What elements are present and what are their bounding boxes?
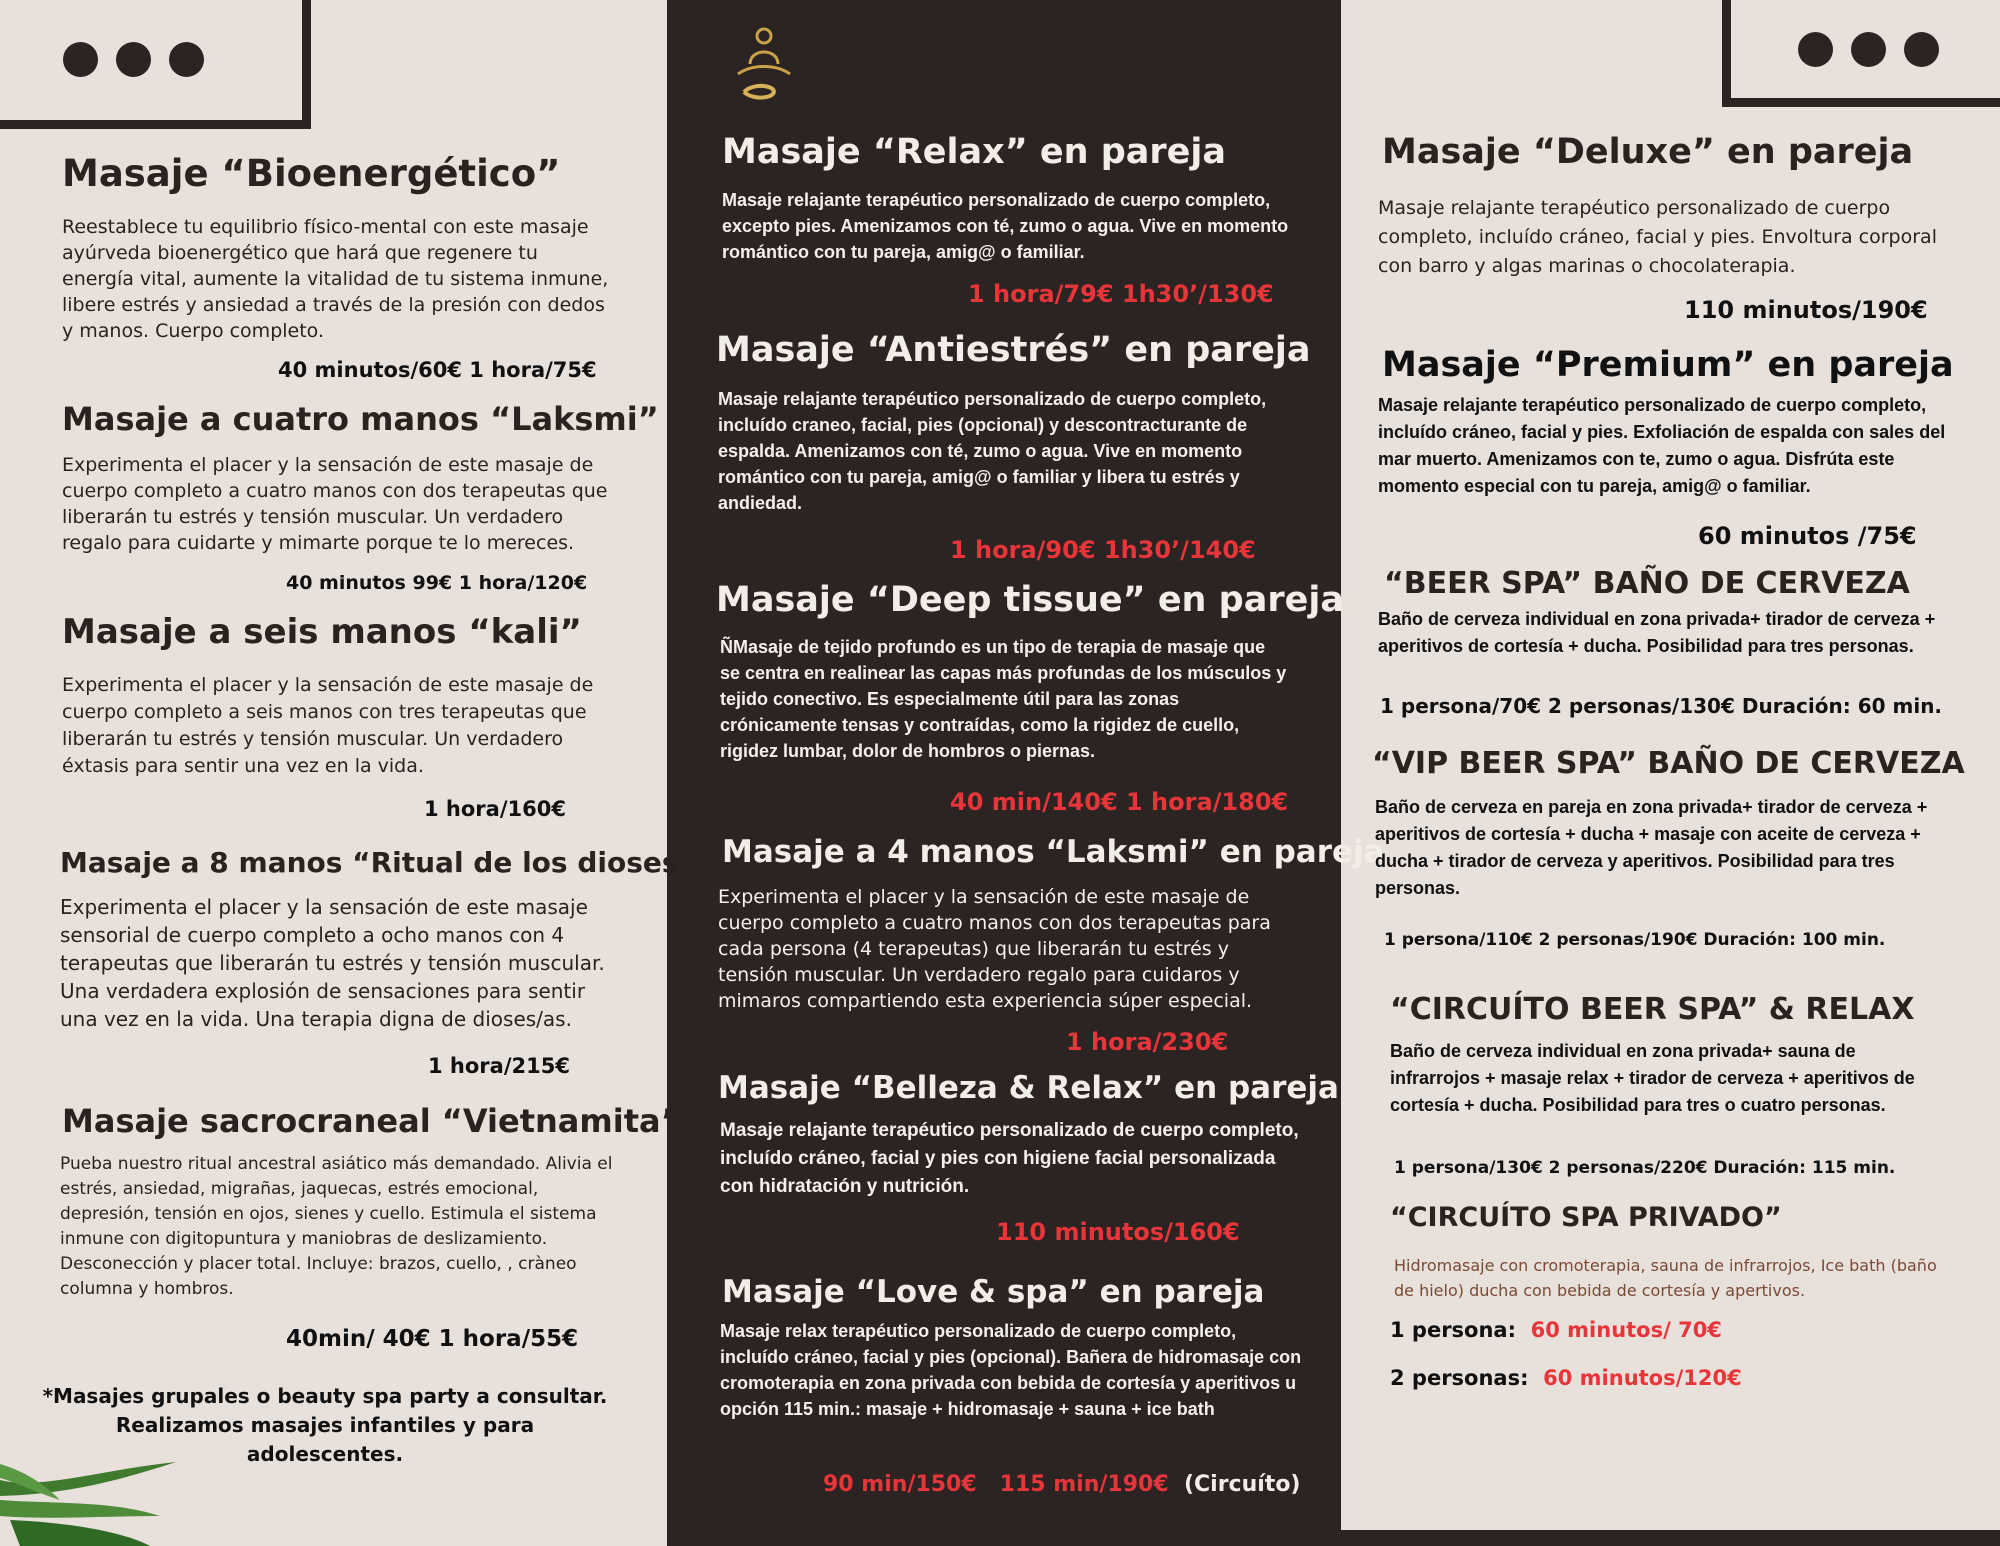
- price-row: [1390, 1318, 1722, 1342]
- dots-decoration-left: [63, 42, 204, 77]
- price-label: 1 persona:: [1390, 1318, 1516, 1342]
- item-price: 1 persona/70€ 2 personas/130€ Duración: 60 min.: [1380, 694, 1943, 718]
- item-title: “BEER SPA” BAÑO DE CERVEZA: [1384, 566, 1910, 601]
- dot-icon: [169, 42, 204, 77]
- price-label: 2 personas:: [1390, 1366, 1529, 1390]
- item-title: “CIRCUÍTO BEER SPA” & RELAX: [1390, 992, 1915, 1027]
- item-title: Masaje “Deluxe” en pareja: [1382, 132, 1914, 172]
- price-value: 60 minutos/ 70€: [1530, 1318, 1722, 1342]
- dot-icon: [1904, 32, 1939, 67]
- item-description: Masaje relajante terapéutico personalizado de cuerpo completo, incluído craneo, facial, pies (opcional) y descontracturante de espalda. Amenizamos con té, zumo o agua. Vive en momento romántico con tu pareja, amig@ o familiar y libera tu estrés y andiedad.: [718, 389, 1267, 513]
- footer-note: [40, 1382, 610, 1469]
- item-description: Masaje relax terapéutico personalizado de cuerpo completo, incluído cráneo, facial y pies (opcional). Bañera de hidromasaje con cromoterapia en zona privada con bebida de cortesía y aperitivos u opción 115 min.: masaje + hidromasaje + sauna + ice bath: [720, 1321, 1302, 1419]
- item-price: 1 hora/79€ 1h30’/130€: [968, 280, 1274, 308]
- price-row: [1390, 1366, 1742, 1390]
- item-price: [823, 1472, 1301, 1497]
- item-description: Baño de cerveza individual en zona privada+ sauna de infrarrojos + masaje relax + tirador de cerveza + aperitivos de cortesía + ducha. Posibilidad para tres o cuatro personas.: [1390, 1041, 1915, 1115]
- item-price: 110 minutos/160€: [996, 1218, 1240, 1246]
- item-description: Experimenta el placer y la sensación de este masaje de cuerpo completo a seis manos con tres terapeutas que liberarán tu estrés y tensión muscular. Un verdadero éxtasis para sentir una vez en la vida.: [62, 674, 594, 777]
- item-title: Masaje “Antiestrés” en pareja: [716, 330, 1311, 370]
- item-title: Masaje a cuatro manos “Laksmi”: [62, 400, 659, 438]
- price-value: 60 minutos/120€: [1543, 1366, 1742, 1390]
- item-description: Masaje relajante terapéutico personalizado de cuerpo completo, incluído cráneo, facial y pies. Envoltura corporal con barro y algas marinas o chocolaterapia.: [1378, 197, 1937, 277]
- item-price: 40 minutos 99€ 1 hora/120€: [286, 572, 588, 594]
- dot-icon: [1798, 32, 1833, 67]
- item-description: Reestablece tu equilibrio físico-mental con este masaje ayúrveda bioenergético que hará que regenere tu energía vital, aumente la vitalidad de tu sistema inmune, libere estrés y ansiedad a través de la presión con dedos y manos. Cuerpo completo.: [62, 216, 609, 342]
- item-title: Masaje “Bioenergético”: [62, 152, 561, 195]
- item-price: 40 minutos/60€ 1 hora/75€: [278, 358, 597, 382]
- item-title: Masaje a seis manos “kali”: [62, 612, 582, 652]
- item-description: ÑMasaje de tejido profundo es un tipo de terapia de masaje que se centra en realinear las capas más profundas de los músculos y tejido conectivo. Es especialmente útil para las zonas crónicamente tensas y contraídas, como la rigidez de cuello, rigidez lumbar, dolor de hombros o piernas.: [720, 637, 1287, 761]
- footer-note-line: Realizamos masajes infantiles y para adolescentes.: [115, 1413, 535, 1466]
- item-price: 1 hora/160€: [424, 797, 566, 821]
- footer-note-line: *Masajes grupales o beauty spa party a consultar.: [42, 1384, 608, 1408]
- item-price: 1 hora/90€ 1h30’/140€: [950, 536, 1256, 564]
- item-price: 60 minutos /75€: [1698, 522, 1917, 550]
- item-title: Masaje “Belleza & Relax” en pareja: [718, 1070, 1339, 1106]
- item-description: Experimenta el placer y la sensación de este masaje sensorial de cuerpo completo a ocho manos con 4 terapeutas que liberarán tu estrés y tensión muscular. Una verdadera explosión de sensaciones para sentir una vez en la vida. Una terapia digna de dioses/as.: [60, 895, 605, 1031]
- item-price: 1 hora/230€: [1066, 1028, 1229, 1056]
- item-title: Masaje “Relax” en pareja: [722, 132, 1227, 172]
- item-title: Masaje sacrocraneal “Vietnamita”: [62, 1102, 682, 1140]
- item-description: Masaje relajante terapéutico personalizado de cuerpo completo, excepto pies. Amenizamos con té, zumo o agua. Vive en momento romántico con tu pareja, amig@ o familiar.: [722, 190, 1289, 262]
- dot-icon: [1851, 32, 1886, 67]
- item-description: Baño de cerveza en pareja en zona privada+ tirador de cerveza + aperitivos de cortesía + ducha + masaje con aceite de cerveza + ducha + tirador de cerveza y aperitivos. Posibilidad para tres personas.: [1375, 797, 1928, 898]
- item-description: Hidromasaje con cromoterapia, sauna de infrarrojos, Ice bath (baño de hielo) ducha con bebida de cortesía y apertivos.: [1394, 1256, 1937, 1300]
- item-title: Masaje “Love & spa” en pareja: [722, 1274, 1265, 1310]
- dot-icon: [116, 42, 151, 77]
- price-note: (Circuíto): [1183, 1472, 1301, 1497]
- item-description: Experimenta el placer y la sensación de este masaje de cuerpo completo a cuatro manos con dos terapeutas que liberarán tu estrés y tensión muscular. Un verdadero regalo para cuidarte y mimarte porque te lo mereces.: [62, 454, 608, 554]
- item-title: Masaje “Deep tissue” en pareja: [716, 580, 1344, 620]
- item-price: 40min/ 40€ 1 hora/55€: [286, 1326, 579, 1352]
- item-price: 1 persona/130€ 2 personas/220€ Duración: 115 min.: [1394, 1158, 1896, 1178]
- dot-icon: [63, 42, 98, 77]
- item-title: Masaje a 8 manos “Ritual de los dioses”: [60, 846, 697, 879]
- item-price: 1 persona/110€ 2 personas/190€ Duración: 100 min.: [1384, 930, 1886, 950]
- price-option: 115 min/190€: [999, 1472, 1169, 1497]
- item-title: Masaje a 4 manos “Laksmi” en pareja: [722, 834, 1385, 870]
- item-title: “CIRCUÍTO SPA PRIVADO”: [1390, 1202, 1782, 1233]
- item-price: 110 minutos/190€: [1684, 296, 1928, 324]
- item-description: Masaje relajante terapéutico personalizado de cuerpo completo, incluído cráneo, facial y pies. Exfoliación de espalda con sales del mar muerto. Amenizamos con te, zumo o agua. Disfrúta este momento especial con tu pareja, amig@ o familiar.: [1378, 395, 1946, 496]
- leaf-decoration-icon: [0, 1460, 180, 1546]
- item-price: 40 min/140€ 1 hora/180€: [950, 788, 1289, 816]
- item-description: Baño de cerveza individual en zona privada+ tirador de cerveza + aperitivos de cortesía + ducha. Posibilidad para tres personas.: [1378, 609, 1936, 656]
- meditation-logo-icon: [730, 26, 798, 100]
- bottom-bar: [1341, 1530, 2000, 1546]
- item-description: Experimenta el placer y la sensación de este masaje de cuerpo completo a cuatro manos con dos terapeutas para cada persona (4 terapeutas) que liberarán tu estrés y tensión muscular. Un verdadero regalo para cuidaros y mimaros compartiendo esta experiencia súper especial.: [718, 886, 1271, 1012]
- item-price: 1 hora/215€: [428, 1054, 570, 1078]
- item-description: Masaje relajante terapéutico personalizado de cuerpo completo, incluído cráneo, facial y pies con higiene facial personalizada con hidratación y nutrición.: [720, 1120, 1299, 1197]
- item-title: Masaje “Premium” en pareja: [1382, 345, 1954, 385]
- item-description: Pueba nuestro ritual ancestral asiático más demandado. Alivia el estrés, ansiedad, migrañas, jaquecas, estrés emocional, depresión, tensión en ojos, sienes y cuello. Estimula el sistema inmune con digitopuntura y maniobras de deslizamiento. Desconección y placer total. Incluye: brazos, cuello, , cràneo columna y hombros.: [60, 1154, 613, 1299]
- item-title: “VIP BEER SPA” BAÑO DE CERVEZA: [1372, 746, 1965, 781]
- price-option: 90 min/150€: [823, 1472, 977, 1497]
- dots-decoration-right: [1798, 32, 1939, 67]
